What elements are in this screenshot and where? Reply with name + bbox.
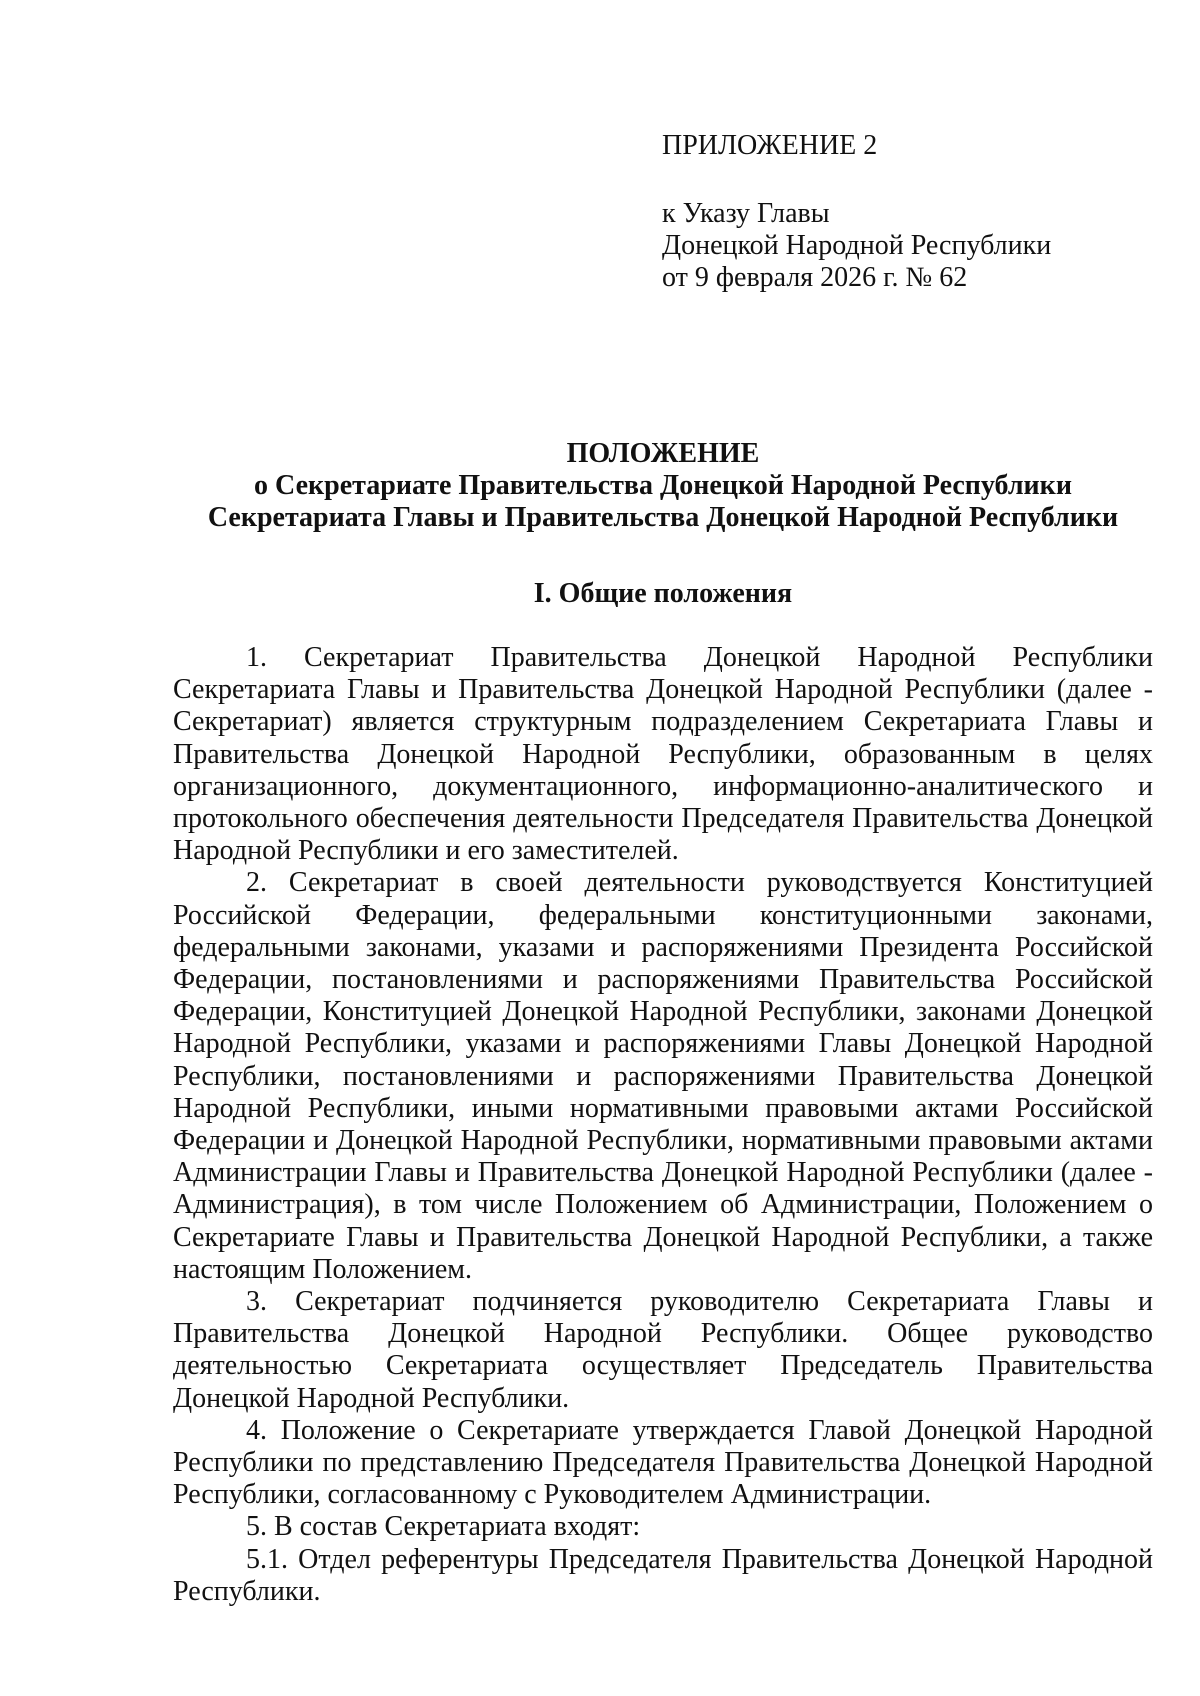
paragraph-5-1: 5.1. Отдел референтуры Председателя Правительства Донецкой Народной Республики.	[173, 1543, 1153, 1607]
appendix-block	[662, 130, 1142, 294]
appendix-line-date: от 9 февраля 2026 г. № 62	[662, 262, 968, 293]
document-subtitle-2: Секретариата Главы и Правительства Донецкой Народной Республики	[207, 502, 1119, 533]
appendix-line-republic: Донецкой Народной Республики	[662, 230, 1052, 261]
appendix-title: ПРИЛОЖЕНИЕ 2	[662, 130, 878, 161]
document-title: ПОЛОЖЕНИЕ	[566, 438, 760, 469]
section-title: I. Общие положения	[533, 578, 793, 609]
document-subtitle-1: о Секретариате Правительства Донецкой Народной Республики	[254, 470, 1072, 501]
paragraph-1: 1. Секретариат Правительства Донецкой Народной Республики Секретариата Главы и Правительства Донецкой Народной Республики (далее - Секретариат) является структурным подразделением Секретариата Главы и Правительства Донецкой Народной Республики, образованным в целях организационного, документационного, информационно-аналитического и протокольного обеспечения деятельности Председателя Правительства Донецкой Народной Республики и его заместителей.	[173, 642, 1153, 867]
document-body	[173, 642, 1153, 1608]
paragraph-4: 4. Положение о Секретариате утверждается Главой Донецкой Народной Республики по представлению Председателя Правительства Донецкой Народной Республики, согласованному с Руководителем Администрации.	[173, 1414, 1153, 1511]
paragraph-5: 5. В состав Секретариата входят:	[246, 1511, 641, 1543]
appendix-line-decree: к Указу Главы	[662, 198, 830, 229]
document-heading	[173, 438, 1153, 534]
paragraph-3: 3. Секретариат подчиняется руководителю Секретариата Главы и Правительства Донецкой Народной Республики. Общее руководство деятельностью Секретариата осуществляет Председатель Правительства Донецкой Народной Республики.	[173, 1286, 1153, 1414]
paragraph-2: 2. Секретариат в своей деятельности руководствуется Конституцией Российской Федерации, федеральными конституционными законами, федеральными законами, указами и распоряжениями Президента Российской Федерации, постановлениями и распоряжениями Правительства Российской Федерации, Конституцией Донецкой Народной Республики, законами Донецкой Народной Республики, указами и распоряжениями Главы Донецкой Народной Республики, постановлениями и распоряжениями Правительства Донецкой Народной Республики, иными нормативными правовыми актами Российской Федерации и Донецкой Народной Республики, нормативными правовыми актами Администрации Главы и Правительства Донецкой Народной Республики (далее - Администрация), в том числе Положением об Администрации, Положением о Секретариате Главы и Правительства Донецкой Народной Республики, а также настоящим Положением.	[173, 867, 1153, 1285]
